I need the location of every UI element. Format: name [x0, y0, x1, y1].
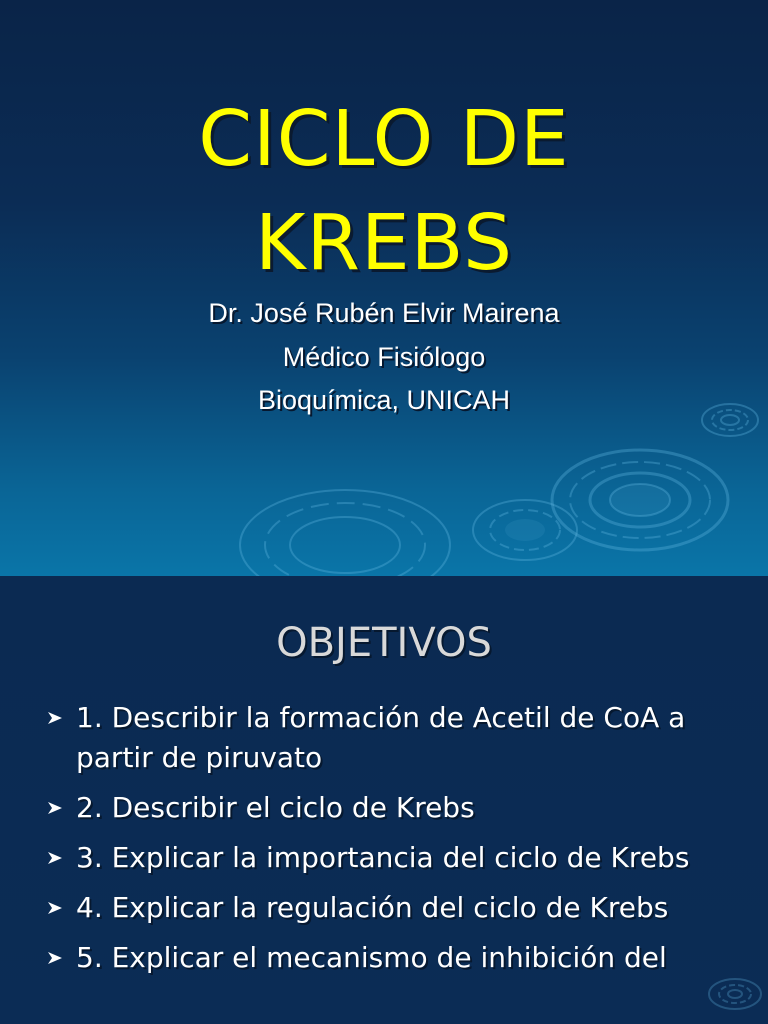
objectives-list	[46, 698, 736, 988]
slide-subtitle	[0, 292, 768, 423]
slide-title	[0, 88, 768, 296]
arrow-bullet-icon	[46, 950, 64, 966]
title-line-2: KREBS	[255, 199, 513, 288]
author-affiliation: Bioquímica, UNICAH	[257, 385, 511, 415]
author-name: Dr. José Rubén Elvir Mairena	[208, 298, 560, 328]
arrow-bullet-icon	[46, 900, 64, 916]
author-role: Médico Fisiólogo	[282, 341, 486, 372]
objective-text: 2. Describir el ciclo de Krebs	[76, 791, 475, 824]
title-line-1: CICLO DE	[198, 95, 570, 184]
list-item	[46, 788, 736, 828]
arrow-bullet-icon	[46, 710, 64, 726]
objectives-heading: OBJETIVOS	[276, 620, 492, 666]
list-item	[46, 888, 736, 928]
objective-text: 1. Describir la formación de Acetil de CoA a partir de piruvato	[76, 701, 686, 774]
arrow-bullet-icon	[46, 800, 64, 816]
list-item	[46, 698, 736, 778]
list-item	[46, 838, 736, 878]
objective-text: 3. Explicar la importancia del ciclo de Krebs	[76, 841, 690, 874]
list-item	[46, 938, 736, 978]
objective-text: 4. Explicar la regulación del ciclo de Krebs	[76, 891, 669, 924]
objective-text: 5. Explicar el mecanismo de inhibición del	[76, 941, 667, 974]
arrow-bullet-icon	[46, 850, 64, 866]
